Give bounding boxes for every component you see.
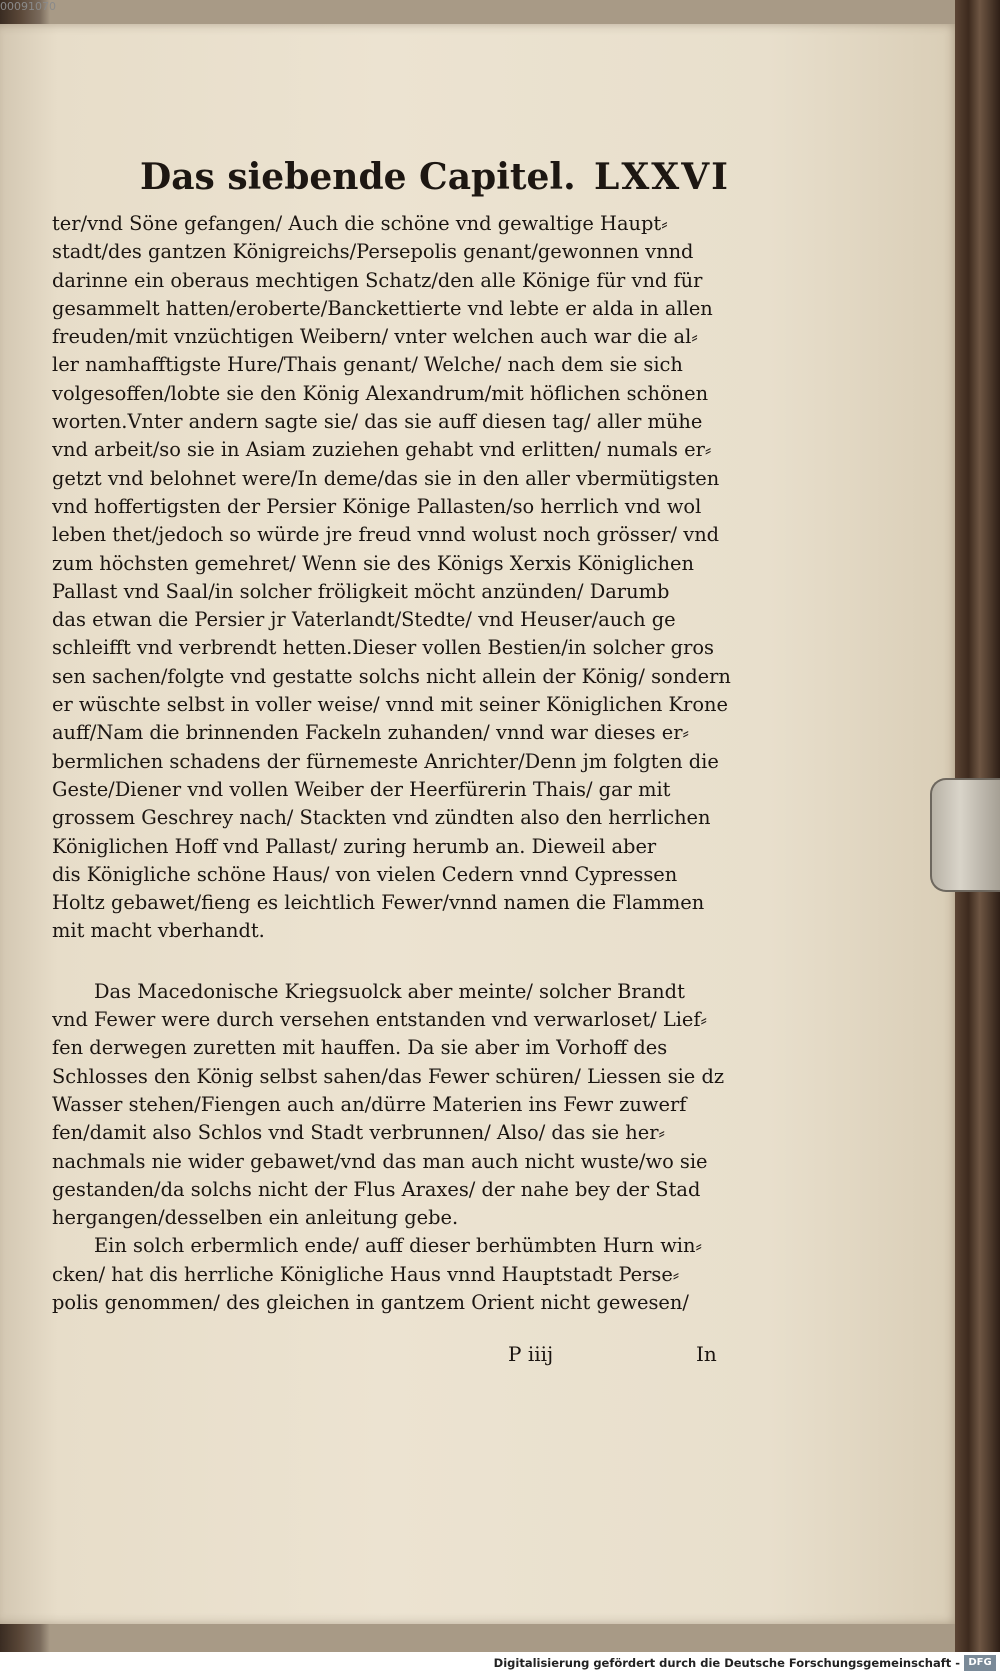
text-line: stadt/des gantzen Königreichs/Persepolis genant/gewonnen vnnd bbox=[52, 240, 694, 264]
text-line: hergangen/desselben ein anleitung gebe. bbox=[52, 1206, 459, 1230]
text-line: schleifft vnd verbrendt hetten.Dieser vollen Bestien/in solcher gros bbox=[52, 636, 714, 660]
paragraph-3 bbox=[52, 1232, 734, 1317]
text-line: das etwan die Persier jr Vaterlandt/Stedte/ vnd Heuser/auch ge bbox=[52, 608, 676, 632]
text-line: Holtz gebawet/fieng es leichtlich Fewer/vnnd namen die Flammen bbox=[52, 891, 705, 915]
text-line: fen/damit also Schlos vnd Stadt verbrunnen/ Also/ das sie her⸗ bbox=[52, 1121, 665, 1145]
book-page bbox=[0, 24, 960, 1624]
catchword: In bbox=[696, 1342, 717, 1366]
scan-id-label: 00091070 bbox=[0, 0, 56, 13]
clasp-tab bbox=[930, 778, 1000, 892]
footer-bar bbox=[0, 1652, 1000, 1675]
text-line: vnd Fewer were durch versehen entstanden vnd verwarloset/ Lief⸗ bbox=[52, 1008, 708, 1032]
text-line: ler namhafftigste Hure/Thais genant/ Welche/ nach dem sie sich bbox=[52, 353, 683, 377]
text-line: grossem Geschrey nach/ Stackten vnd zündten also den herrlichen bbox=[52, 806, 711, 830]
text-line: darinne ein oberaus mechtigen Schatz/den alle Könige für vnd für bbox=[52, 268, 703, 292]
text-line: ter/vnd Söne gefangen/ Auch die schöne vnd gewaltige Haupt⸗ bbox=[52, 212, 668, 235]
body-text bbox=[52, 210, 734, 1317]
text-line: auff/Nam die brinnenden Fackeln zuhanden/ vnnd war dieses er⸗ bbox=[52, 721, 689, 745]
text-line: freuden/mit vnzüchtigen Weibern/ vnter welchen auch war die al⸗ bbox=[52, 325, 698, 349]
text-line: Wasser stehen/Fiengen auch an/dürre Materien ins Fewr zuwerf bbox=[52, 1092, 687, 1116]
text-line: dis Königliche schöne Haus/ von vielen Cedern vnnd Cypressen bbox=[52, 862, 678, 886]
text-line: sen sachen/folgte vnd gestatte solchs nicht allein der König/ sondern bbox=[52, 664, 731, 688]
chapter-title: Das siebende Capitel. bbox=[140, 156, 576, 198]
text-line: worten.Vnter andern sagte sie/ das sie auff diesen tag/ aller mühe bbox=[52, 410, 703, 434]
text-line: gestanden/da solchs nicht der Flus Araxes/ der nahe bey der Stad bbox=[52, 1177, 701, 1201]
text-line: gesammelt hatten/eroberte/Banckettierte vnd lebte er alda in allen bbox=[52, 296, 713, 320]
running-header bbox=[140, 156, 730, 208]
text-line: zum höchsten gemehret/ Wenn sie des Königs Xerxis Königlichen bbox=[52, 551, 694, 575]
text-line: er wüschte selbst in voller weise/ vnnd mit seiner Königlichen Krone bbox=[52, 693, 728, 717]
text-line: Pallast vnd Saal/in solcher fröligkeit möcht anzünden/ Darumb bbox=[52, 579, 670, 603]
text-line: Schlosses den König selbst sahen/das Fewer schüren/ Liessen sie dz bbox=[52, 1064, 725, 1088]
text-line: Ein solch erbermlich ende/ auff dieser berhümbten Hurn win⸗ bbox=[94, 1234, 702, 1258]
text-line: leben thet/jedoch so würde jre freud vnnd wolust noch grösser/ vnd bbox=[52, 523, 720, 547]
paragraph-1 bbox=[52, 210, 734, 946]
text-line: polis genommen/ des gleichen in gantzem Orient nicht gewesen/ bbox=[52, 1290, 689, 1314]
text-line: getzt vnd belohnet were/In deme/das sie in den aller vbermütigsten bbox=[52, 466, 720, 490]
folio-number: LXXVI bbox=[594, 156, 730, 198]
text-line: fen derwegen zuretten mit hauffen. Da sie aber im Vorhoff des bbox=[52, 1036, 668, 1060]
text-line: cken/ hat dis herrliche Königliche Haus vnnd Hauptstadt Perse⸗ bbox=[52, 1262, 680, 1286]
text-line: Das Macedonische Kriegsuolck aber meinte/ solcher Brandt bbox=[94, 979, 685, 1003]
paragraph-2 bbox=[52, 978, 734, 1233]
text-line: bermlichen schadens der fürnemeste Anrichter/Denn jm folgten die bbox=[52, 749, 719, 773]
text-line: nachmals nie wider gebawet/vnd das man auch nicht wuste/wo sie bbox=[52, 1149, 708, 1173]
text-line: Geste/Diener vnd vollen Weiber der Heerfürerin Thais/ gar mit bbox=[52, 777, 671, 801]
text-line: Königlichen Hoff vnd Pallast/ zuring herumb an. Dieweil aber bbox=[52, 834, 657, 858]
text-line: vnd arbeit/so sie in Asiam zuziehen gehabt vnd erlitten/ numals er⸗ bbox=[52, 438, 712, 462]
signature-mark: P iiij bbox=[508, 1342, 554, 1366]
dfg-logo: DFG bbox=[964, 1655, 996, 1671]
text-line: vnd hoffertigsten der Persier Könige Pallasten/so herrlich vnd wol bbox=[52, 494, 702, 518]
text-line: volgesoffen/lobte sie den König Alexandrum/mit höflichen schönen bbox=[52, 381, 709, 405]
paragraph-gap bbox=[52, 946, 734, 978]
footer-credit: Digitalisierung gefördert durch die Deutsche Forschungsgemeinschaft - bbox=[493, 1656, 960, 1670]
text-line: mit macht vberhandt. bbox=[52, 919, 265, 943]
